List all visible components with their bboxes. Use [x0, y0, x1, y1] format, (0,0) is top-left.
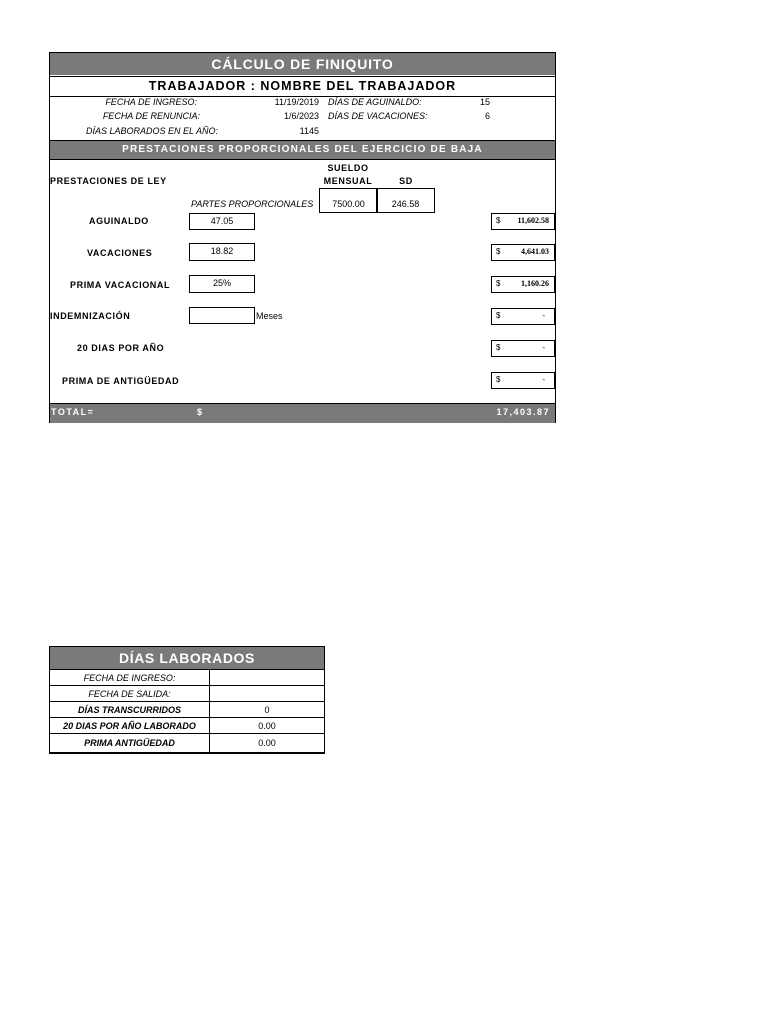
- prima-vacacional-currency: $: [496, 279, 501, 288]
- dias-row-label: FECHA DE SALIDA:: [50, 686, 210, 702]
- prima-antiguedad-value: -: [542, 375, 545, 384]
- sueldo-header-1: SUELDO: [327, 163, 369, 173]
- dias-aguinaldo-value: 15: [479, 97, 490, 107]
- dias-vacaciones-label: DÍAS DE VACACIONES:: [328, 111, 428, 121]
- aguinaldo-amount: [491, 213, 555, 230]
- total-label: TOTAL=: [51, 407, 95, 417]
- fecha-ingreso-label: FECHA DE INGRESO:: [105, 97, 197, 107]
- sueldo-header-2: MENSUAL: [323, 176, 373, 186]
- finiquito-sheet: [49, 52, 556, 423]
- vacaciones-value: 4,641.03: [521, 247, 549, 256]
- vacaciones-input[interactable]: 18.82: [189, 243, 255, 261]
- prestaciones-label: PRESTACIONES DE LEY: [50, 176, 167, 186]
- fecha-renuncia-value: 1/6/2023: [283, 111, 319, 121]
- partes-proporcionales-label: PARTES PROPORCIONALES: [191, 199, 314, 209]
- vacaciones-currency: $: [496, 247, 501, 256]
- section-header: PRESTACIONES PROPORCIONALES DEL EJERCICIO DE BAJA: [50, 140, 555, 160]
- table-row: [50, 718, 325, 734]
- dias-row-value: 0: [210, 702, 325, 718]
- fecha-renuncia-label: FECHA DE RENUNCIA:: [102, 111, 200, 121]
- aguinaldo-currency: $: [496, 216, 501, 225]
- dias-aguinaldo-label: DÍAS DE AGUINALDO:: [328, 97, 422, 107]
- fecha-ingreso-value: 11/19/2019: [274, 97, 319, 107]
- meses-label: Meses: [256, 311, 283, 321]
- veinte-dias-currency: $: [496, 343, 501, 352]
- prima-antiguedad-amount: [491, 372, 555, 389]
- dias-row-label: DÍAS TRANSCURRIDOS: [50, 702, 210, 718]
- veinte-dias-label: 20 DIAS POR AÑO: [77, 343, 165, 353]
- sd-header: SD: [399, 176, 413, 186]
- dias-row-value: 0.00: [210, 718, 325, 734]
- prima-vacacional-amount: [491, 276, 555, 293]
- sheet-title: CÁLCULO DE FINIQUITO: [50, 53, 555, 75]
- aguinaldo-value: 11,602.58: [517, 216, 549, 225]
- table-row: [50, 734, 325, 753]
- dias-row-label: FECHA DE INGRESO:: [50, 670, 210, 686]
- dias-row-value[interactable]: [210, 686, 325, 702]
- dias-row-label: 20 DIAS POR AÑO LABORADO: [50, 718, 210, 734]
- total-currency: $: [197, 407, 203, 417]
- aguinaldo-label: AGUINALDO: [89, 216, 149, 226]
- dias-laborados-label: DÍAS LABORADOS EN EL AÑO:: [85, 126, 218, 136]
- indemnizacion-currency: $: [496, 311, 501, 320]
- aguinaldo-input[interactable]: 47.05: [189, 213, 255, 230]
- prima-antiguedad-label: PRIMA DE ANTIGÜEDAD: [62, 376, 180, 386]
- dias-laborados-title: DÍAS LABORADOS: [50, 647, 324, 669]
- indemnizacion-value: -: [542, 311, 545, 320]
- total-value: 17,403.87: [496, 407, 550, 417]
- prima-vacacional-value: 1,160.26: [521, 279, 549, 288]
- dias-row-value: 0.00: [210, 734, 325, 753]
- prima-vacacional-input[interactable]: 25%: [189, 275, 255, 293]
- dias-laborados-table: [49, 669, 325, 753]
- indemnizacion-amount: [491, 308, 555, 325]
- dias-laborados-value: 1145: [299, 126, 319, 136]
- veinte-dias-amount: [491, 340, 555, 357]
- vacaciones-amount: [491, 244, 555, 261]
- indemnizacion-label: INDEMNIZACIÓN: [50, 311, 131, 321]
- sd-cell[interactable]: 246.58: [376, 188, 435, 213]
- dias-row-label: PRIMA ANTIGÜEDAD: [50, 734, 210, 753]
- table-row: [50, 686, 325, 702]
- prima-vacacional-label: PRIMA VACACIONAL: [70, 280, 171, 290]
- table-row: [50, 702, 325, 718]
- prima-antiguedad-currency: $: [496, 375, 501, 384]
- worker-name: TRABAJADOR : NOMBRE DEL TRABAJADOR: [50, 76, 555, 97]
- vacaciones-label: VACACIONES: [87, 248, 153, 258]
- sueldo-mensual-cell[interactable]: 7500.00: [319, 188, 378, 213]
- table-row: [50, 670, 325, 686]
- dias-row-value[interactable]: [210, 670, 325, 686]
- veinte-dias-value: -: [542, 343, 545, 352]
- dias-vacaciones-value: 6: [484, 111, 490, 121]
- indemnizacion-input[interactable]: [189, 307, 255, 324]
